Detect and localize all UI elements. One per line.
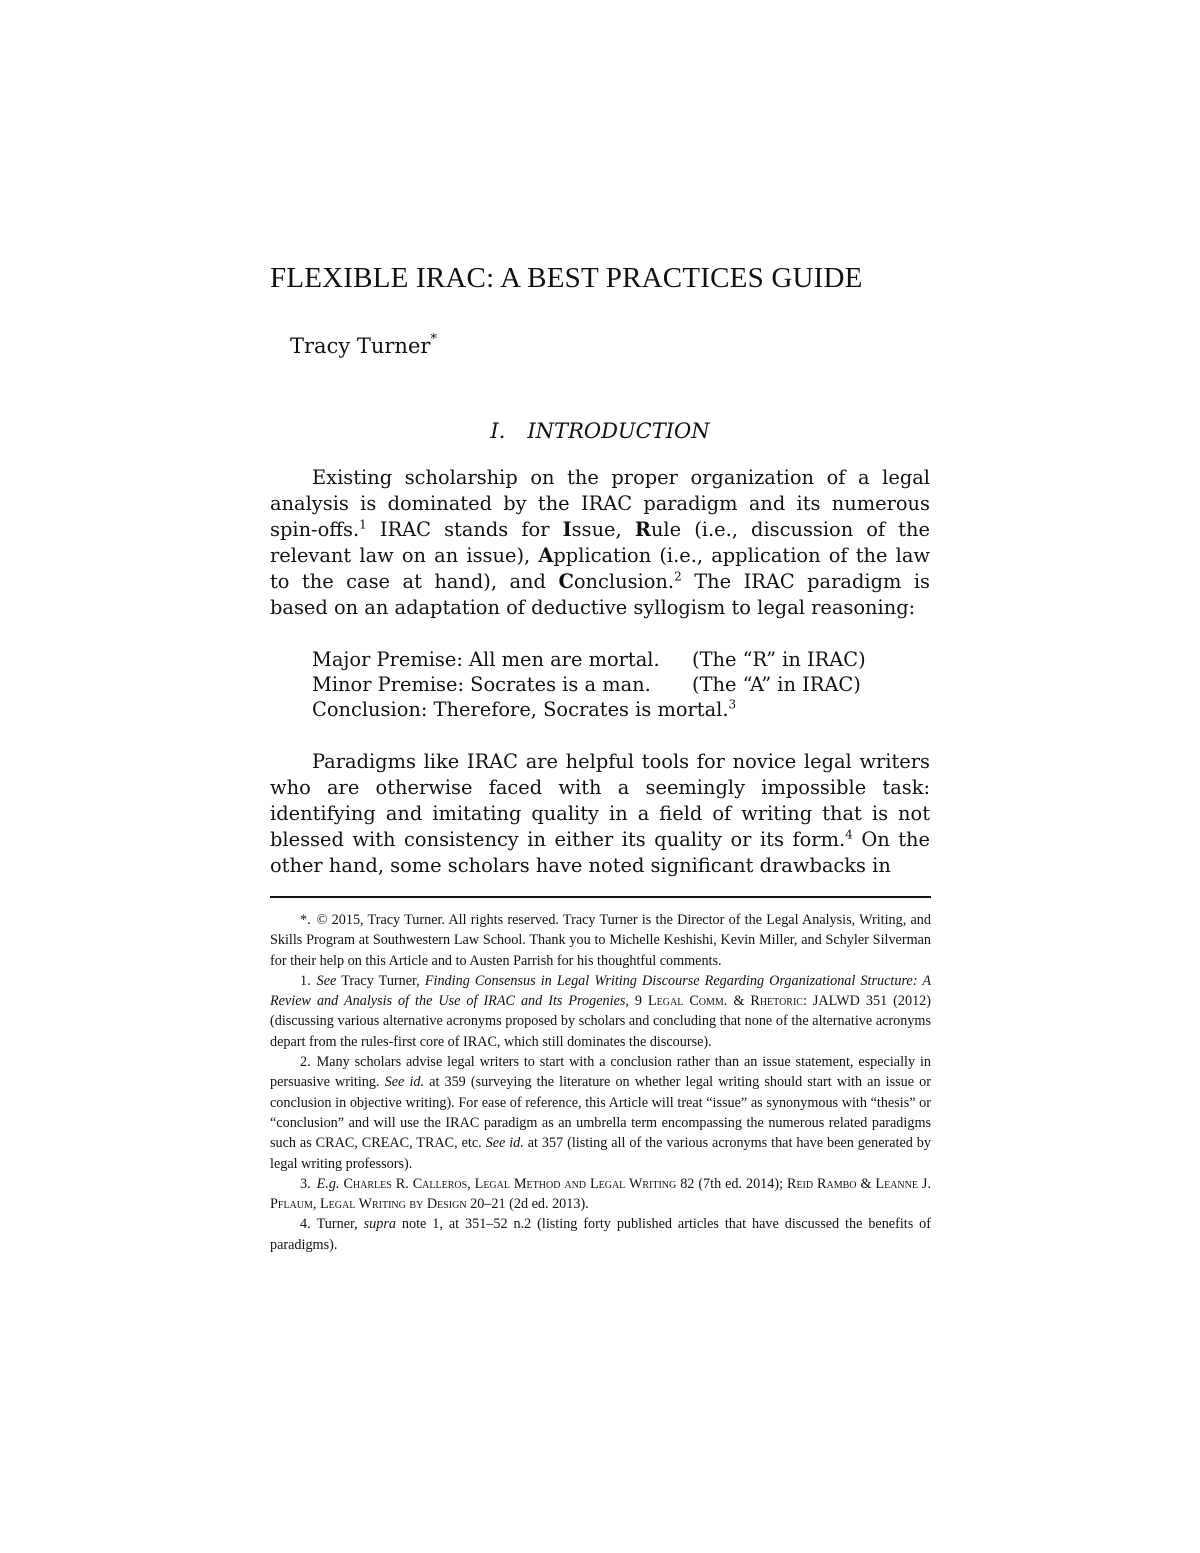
para1-text: ule (i.e., discussion of the relevant law on an issue), (270, 518, 931, 567)
footnote-text: © 2015, Tracy Turner. All rights reserved. Tracy Turner is the Director of the Legal Analysis, Writing, and Skills Program at Southwestern Law School. Thank you to Michelle Keshishi, Kevin Miller, and Schyler Silverman for their help on this Article and to Austen Parrish for his thoughtful comments. (270, 912, 931, 969)
book-citation: Charles R. Calleros, Legal Method and Legal Writing (343, 1175, 677, 1192)
para1-text: onclusion. (573, 570, 675, 593)
footnote-4 (270, 1214, 931, 1255)
footnote-number: 2. (300, 1054, 311, 1071)
major-premise: Major Premise: All men are mortal. (312, 648, 660, 671)
footnote-ref-3[interactable]: 3 (728, 697, 737, 712)
footnote-text: at 359 (surveying the literature on whether legal writing should start with an issue or conclusion in objective writing). For ease of reference, this Article will treat “issue” as synonymous with “thesis” or “conclusion” and will use the IRAC paradigm as an umbrella term encompassing the numerous related paradigms such as CRAC, CREAC, TRAC, etc. (270, 1074, 931, 1152)
footnote-3 (270, 1174, 931, 1215)
irac-letter-c: C (558, 570, 574, 593)
para1-text: pplication (i.e., application of the law to the case at hand), and (270, 544, 930, 593)
syllogism-conclusion: Conclusion: Therefore, Socrates is mortal. (312, 698, 729, 721)
author-line (290, 334, 437, 358)
irac-letter-i: I (562, 518, 572, 541)
footnotes (270, 910, 931, 1255)
footnote-number: *. (300, 912, 311, 928)
irac-letter-a: A (538, 544, 554, 567)
para1-text: ssue, (571, 518, 635, 541)
book-citation: Reid Rambo & Leanne J. Pflaum, Legal Writing by Design (270, 1175, 931, 1213)
syllogism-conclusion-row (312, 697, 866, 722)
minor-premise-note: (The “A” in IRAC) (692, 673, 861, 696)
footnote-number: 4. (300, 1216, 311, 1233)
footnote-text: Turner, (316, 1216, 364, 1233)
intro-paragraph-2 (270, 749, 930, 879)
irac-letter-r: R (634, 518, 651, 541)
footnote-ref-2[interactable]: 2 (674, 569, 682, 584)
major-premise-note: (The “R” in IRAC) (692, 648, 866, 671)
citation-signal: See id. (485, 1135, 524, 1152)
footnote-text: Tracy Turner, (336, 972, 425, 989)
citation-signal: E.g. (316, 1175, 340, 1192)
author-name: Tracy Turner (290, 334, 431, 358)
syllogism-major-row (312, 647, 866, 672)
footnote-text: 82 (7th ed. 2014); (676, 1175, 787, 1192)
footnote-number: 1. (300, 972, 311, 989)
section-heading (270, 419, 930, 443)
footnote-ref-4[interactable]: 4 (845, 827, 853, 842)
article-title: FLEXIBLE IRAC: A BEST PRACTICES GUIDE (270, 262, 863, 294)
para1-text: The IRAC paradigm is based on an adaptation of deductive syllogism to legal reasoning: (270, 570, 930, 619)
citation-signal: See id. (384, 1074, 425, 1091)
footnote-star (270, 910, 931, 971)
para1-text: Existing scholarship on the proper organization of a legal analysis is dominated by the IRAC paradigm and its numerous spin-offs. (270, 466, 930, 541)
footnote-1 (270, 971, 931, 1052)
syllogism-minor-row (312, 672, 866, 697)
minor-premise: Minor Premise: Socrates is a man. (312, 673, 651, 696)
footnote-divider (270, 896, 931, 898)
journal-name: Legal Comm. & Rhetoric: JALWD (648, 993, 860, 1010)
article-citation-title: Finding Consensus in Legal Writing Discourse Regarding Organizational Structure: A Review and Analysis of the Use of IRAC and Its Progenies (270, 972, 931, 1010)
section-title: INTRODUCTION (527, 419, 710, 443)
para1-text: IRAC stands for (366, 518, 563, 541)
footnote-text: 20–21 (2d ed. 2013). (466, 1196, 589, 1213)
author-footnote-mark[interactable]: * (430, 332, 437, 347)
footnote-ref-1[interactable]: 1 (359, 517, 367, 532)
citation-signal: supra (363, 1216, 396, 1233)
intro-paragraph-1 (270, 465, 930, 621)
footnote-text: 351 (2012) (discussing various alternative acronyms proposed by scholars and concluding that none of the alternative acronyms depart from the rules-first core of IRAC, which still dominates the discourse). (270, 993, 932, 1050)
footnote-number: 3. (300, 1175, 311, 1192)
footnote-text: at 357 (listing all of the various acronyms that have been generated by legal writing professors). (270, 1135, 931, 1172)
section-number: I. (490, 419, 506, 443)
citation-signal: See (316, 972, 337, 989)
footnote-text: note 1, at 351–52 n.2 (listing forty published articles that have discussed the benefits of paradigms). (270, 1216, 931, 1253)
footnote-text: , 9 (625, 993, 649, 1010)
syllogism-block (312, 647, 866, 722)
para2-text: On the other hand, some scholars have noted significant drawbacks in (270, 828, 931, 877)
footnote-2 (270, 1052, 931, 1174)
footnote-text: Many scholars advise legal writers to start with a conclusion rather than an issue statement, especially in persuasive writing. (270, 1054, 931, 1091)
para2-text: Paradigms like IRAC are helpful tools for novice legal writers who are otherwise faced with a seemingly impossible task: identifying and imitating quality in a field of writing that is not blessed with consistency in either its quality or its form. (270, 750, 930, 851)
